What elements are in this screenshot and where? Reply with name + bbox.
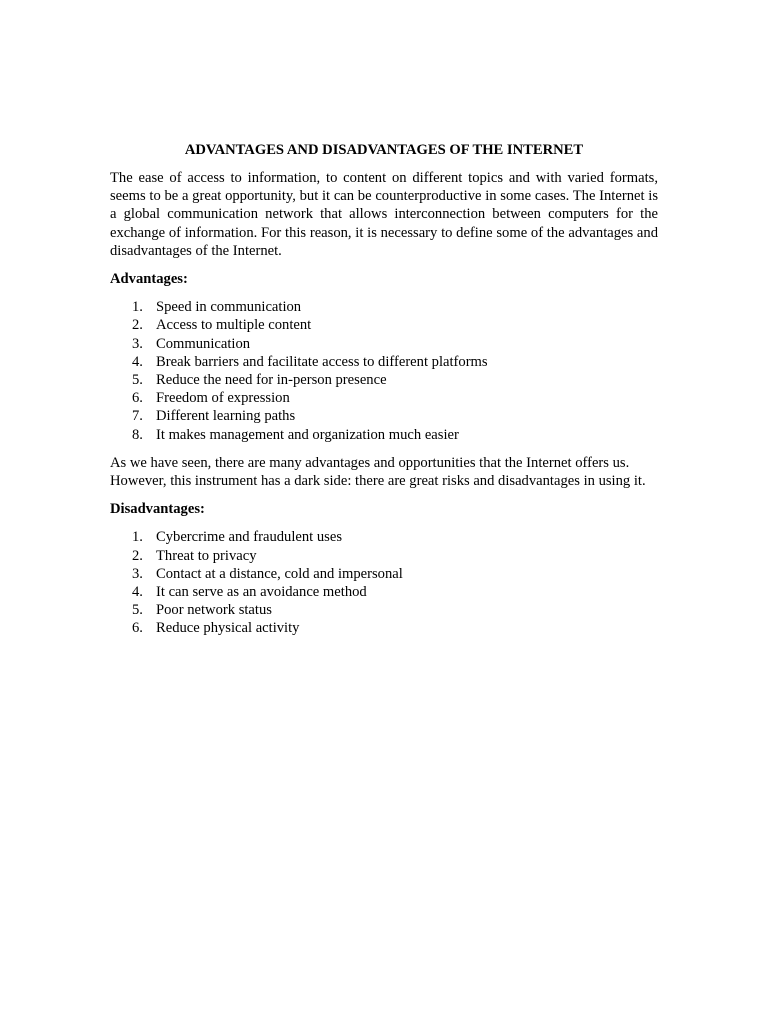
disadvantages-list-item — [110, 583, 658, 601]
advantages-list-item — [110, 389, 658, 407]
list-item-number: 5. — [132, 372, 143, 389]
disadvantages-list-item — [110, 547, 658, 565]
list-item-text: Threat to privacy — [156, 547, 257, 564]
list-item-text: Different learning paths — [156, 408, 296, 425]
list-item-number: 1. — [132, 299, 143, 316]
document-body — [110, 141, 658, 648]
advantages-list-item — [110, 353, 658, 371]
advantages-list-item — [110, 407, 658, 425]
list-item-text: Freedom of expression — [156, 390, 290, 407]
list-item-text: Poor network status — [156, 602, 272, 619]
list-item-number: 3. — [132, 335, 143, 352]
disadvantages-list-item — [110, 528, 658, 546]
list-item-text: It can serve as an avoidance method — [156, 584, 367, 601]
list-item-text: Reduce the need for in-person presence — [156, 372, 387, 389]
list-item-number: 8. — [132, 426, 143, 443]
list-item-number: 7. — [132, 408, 143, 425]
document-title: ADVANTAGES AND DISADVANTAGES OF THE INTERNET — [184, 142, 584, 158]
list-item-number: 2. — [132, 547, 143, 564]
list-item-text: Reduce physical activity — [156, 620, 300, 637]
disadvantages-heading: Disadvantages: — [110, 501, 205, 518]
list-item-text: Cybercrime and fraudulent uses — [156, 529, 343, 546]
advantages-list-item — [110, 371, 658, 389]
advantages-list-item — [110, 335, 658, 353]
list-item-number: 4. — [132, 353, 143, 370]
list-item-text: Contact at a distance, cold and impersonal — [156, 565, 403, 582]
list-item-text: Communication — [156, 335, 251, 352]
list-item-number: 6. — [132, 390, 143, 407]
list-item-number: 1. — [132, 529, 143, 546]
list-item-number: 2. — [132, 317, 143, 334]
disadvantages-list-item — [110, 565, 658, 583]
advantages-list — [110, 298, 658, 444]
list-item-number: 5. — [132, 602, 143, 619]
advantages-list-item — [110, 426, 658, 444]
advantages-heading: Advantages: — [110, 271, 188, 288]
advantages-list-item — [110, 298, 658, 316]
intro-paragraph: The ease of access to information, to content on different topics and with varied formats, seems to be a great opportunity, but it can be counterproductive in some cases. The Internet is a global communication network that allows interconnection between computers for the exchange of information. For this reason, it is necessary to define some of the advantages and disadvantages of the Internet. — [110, 170, 658, 259]
disadvantages-list-item — [110, 601, 658, 619]
list-item-text: Access to multiple content — [156, 317, 312, 334]
disadvantages-list-item — [110, 619, 658, 637]
transition-paragraph: As we have seen, there are many advantages and opportunities that the Internet offers us. However, this instrument has a dark side: there are great risks and disadvantages in using it. — [110, 454, 646, 490]
list-item-text: It makes management and organization much easier — [156, 426, 459, 443]
list-item-number: 4. — [132, 584, 143, 601]
disadvantages-list — [110, 528, 658, 637]
advantages-list-item — [110, 316, 658, 334]
list-item-number: 3. — [132, 565, 143, 582]
list-item-text: Speed in communication — [156, 299, 302, 316]
list-item-text: Break barriers and facilitate access to different platforms — [156, 353, 488, 370]
list-item-number: 6. — [132, 620, 143, 637]
